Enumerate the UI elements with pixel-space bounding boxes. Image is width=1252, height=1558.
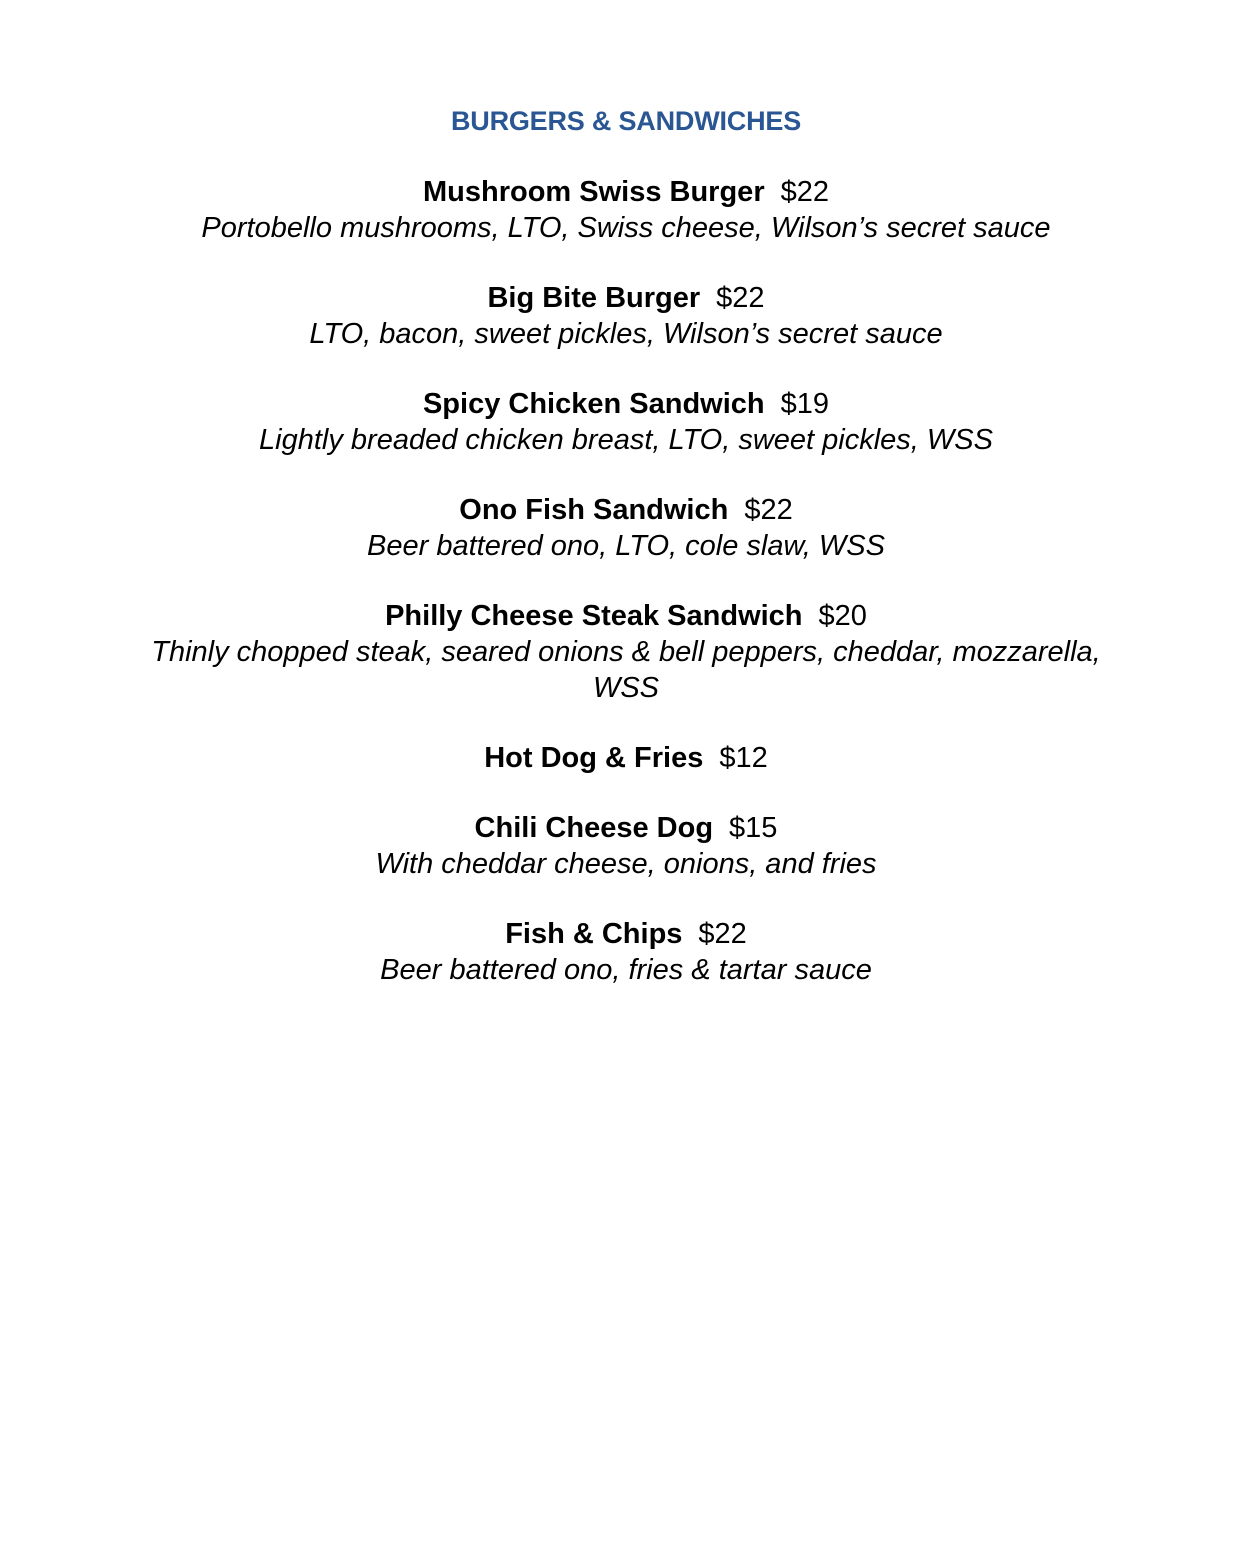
- item-line: [0, 598, 1252, 634]
- menu-item-philly-cheese-steak-sandwich: [0, 598, 1252, 706]
- item-price: $22: [780, 176, 829, 208]
- menu-item-mushroom-swiss-burger: [0, 174, 1252, 246]
- item-description: Beer battered ono, LTO, cole slaw, WSS: [367, 530, 885, 562]
- item-line: [0, 386, 1252, 422]
- item-description: With cheddar cheese, onions, and fries: [375, 848, 877, 880]
- item-description: Portobello mushrooms, LTO, Swiss cheese, Wilson’s secret sauce: [201, 212, 1051, 244]
- item-line: [0, 492, 1252, 528]
- item-price: $22: [716, 282, 765, 314]
- menu-item-hot-dog-fries: [0, 740, 1252, 776]
- item-price: $19: [780, 388, 830, 420]
- menu-item-big-bite-burger: [0, 280, 1252, 352]
- item-description: Thinly chopped steak, seared onions & bell peppers, cheddar, mozzarella, WSS: [151, 636, 1101, 704]
- item-price: $12: [719, 742, 768, 774]
- item-name: Spicy Chicken Sandwich: [422, 388, 765, 420]
- item-price: $20: [818, 600, 867, 632]
- item-name: Big Bite Burger: [487, 282, 701, 314]
- menu-item-fish-chips: [0, 916, 1252, 988]
- item-price: $15: [729, 812, 778, 844]
- item-name: Philly Cheese Steak Sandwich: [385, 600, 803, 632]
- menu-item-ono-fish-sandwich: [0, 492, 1252, 564]
- item-description: LTO, bacon, sweet pickles, Wilson’s secret sauce: [309, 318, 943, 350]
- item-price: $22: [744, 494, 793, 526]
- item-description: Lightly breaded chicken breast, LTO, sweet pickles, WSS: [259, 424, 993, 456]
- item-description: Beer battered ono, fries & tartar sauce: [380, 954, 872, 986]
- item-name: Chili Cheese Dog: [474, 812, 714, 844]
- menu-list: [0, 174, 1252, 988]
- item-name: Ono Fish Sandwich: [459, 494, 729, 526]
- item-line: [0, 810, 1252, 846]
- item-line: [0, 916, 1252, 952]
- item-name: Hot Dog & Fries: [484, 742, 704, 774]
- menu-item-chili-cheese-dog: [0, 810, 1252, 882]
- item-line: [0, 174, 1252, 210]
- section-title: BURGERS & SANDWICHES: [450, 106, 802, 136]
- item-line: [0, 280, 1252, 316]
- item-line: [0, 740, 1252, 776]
- menu-item-spicy-chicken-sandwich: [0, 386, 1252, 458]
- item-name: Fish & Chips: [505, 918, 683, 950]
- item-name: Mushroom Swiss Burger: [422, 176, 765, 208]
- item-price: $22: [698, 918, 747, 950]
